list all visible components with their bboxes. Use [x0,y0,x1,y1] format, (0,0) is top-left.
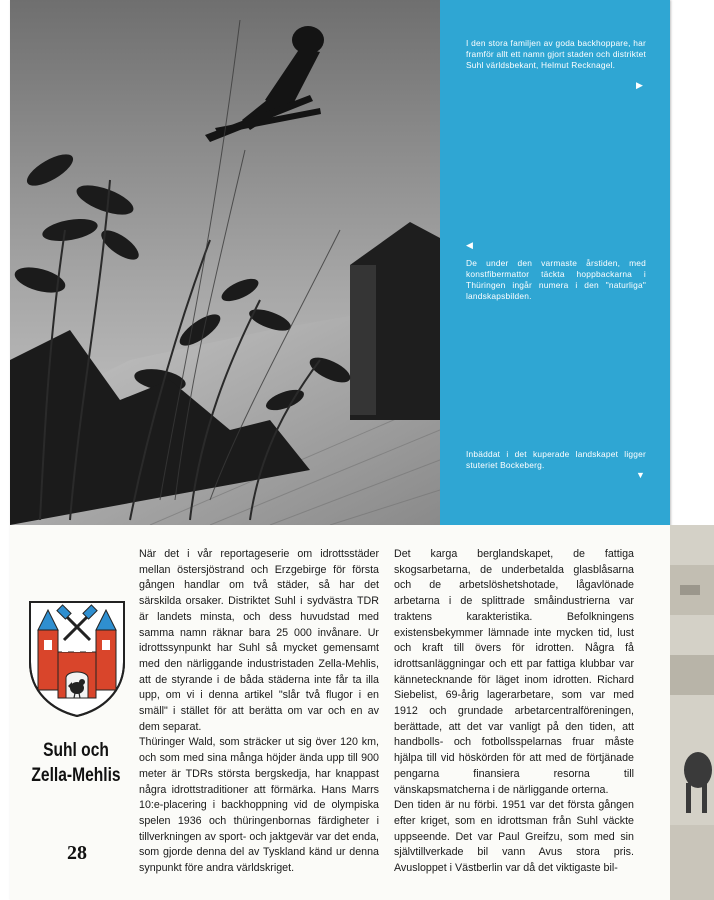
page-number: 28 [67,842,87,864]
adjacent-page-edge [670,525,714,900]
adjacent-photo-fragment [670,525,714,900]
caption-bottom: Inbäddat i det kuperade landskapet ligger stuteriet Bockeberg. [466,449,646,470]
photo-illustration [10,0,440,525]
ski-jumper-photo [10,0,440,525]
article-title-line1: Suhl och [43,740,109,761]
body-paragraph: När det i vår reportageserie om idrottsstäder mellan östersjöstrand och Erzgebirge för första gången handlar om två städer, så har det särskilda orsaker. Distriktet Suhl i sydvästra TDR är landets minsta, och dess huvudstad med samma namn räknar bara 25 000 invånare. Ur idrottssynpunkt har Suhl så mycket gemensamt med den närliggande industristaden Zella-Mehlis, att de styrande i de båda städerna inte får ta illa upp, om vi i denna artikel "slår två flugor i en smäll" i stället för att berätta om var och en av dem separat. [139,548,379,733]
caption-top: I den stora familjen av goda backhoppare, har framför allt ett namn gjort staden och distriktet Suhl världsbekant, Helmut Recknagel. [466,38,646,70]
article-title-line2: Zella-Mehlis [31,765,121,786]
body-paragraph: Det karga berglandskapet, de fattiga skogsarbetarna, de underbetalda glasblåsarna och de arbetslöshetshotade, lågavlönade arbetarna i de splittrade småindustrierna var traktens karakteristika. Befolkningens existensbekymmer lämnade inte mycken tid, lust och kraft till övers för idrotten. Några få idrottsanläggningar och ett par fattiga klubbar var kännetecknande för läget inom idrotten. Richard Siebelist, 69-årig lagerarbetare, som var med 1912 och grundade arbetarcentralföreningen, berättade, att det var vanligt på den tiden, att handbolls- och fotbollsspelarnas fruar måste hjälpa till vid höskörden för att med de förtjänade pengarna finansiera resorna till vänskapsmatcherna i de närliggande orterna. [394,548,634,796]
body-column-2 [394,547,634,877]
article-title [27,738,125,788]
arrow-down-icon: ▼ [636,470,645,480]
crest-icon [28,600,126,718]
coat-of-arms [28,600,126,718]
body-column-1 [139,547,379,877]
arrow-left-icon: ◀ [466,240,473,250]
body-paragraph: Den tiden är nu förbi. 1951 var det första gången efter kriget, som en idrottsman från Suhl väckte uppseende. Det var Paul Greifzu, som med sin självtillverkade bil vann Avus stora pris. Avusloppet i Västberlin var då det viktigaste bil- [394,799,634,875]
caption-middle: De under den varmaste årstiden, med konstfibermattor täckta hoppbackarna i Thüringen ingår numera i den "naturliga" landskapsbilden. [466,258,646,301]
caption-panel [440,0,670,525]
arrow-right-icon: ▶ [636,80,643,90]
body-paragraph: Thüringer Wald, som sträcker ut sig över 120 km, och som med sina många höjder ända upp till 900 meter är TDRs största bergskedja, har knappast några idrottstraditioner att förmärka. Hans Marrs 10:e-placering i backhoppning vid de olympiska spelen 1936 och thüringenbornas färdigheter i tillverkningen av sport- och jaktgevär var det enda, som gjorde denna del av Tyskland känd ur denna synpunkt före andra världskriget. [139,736,379,875]
